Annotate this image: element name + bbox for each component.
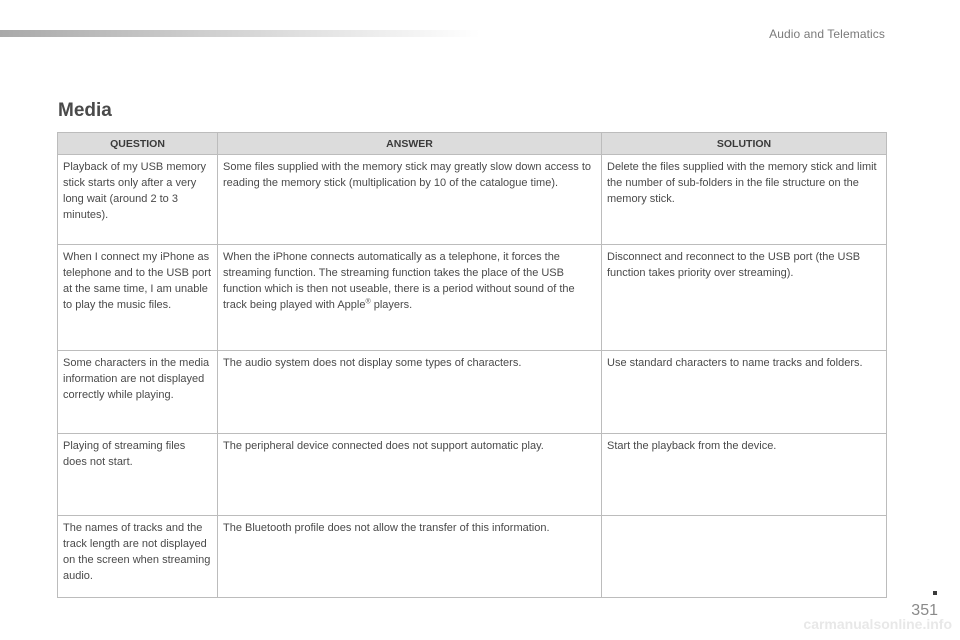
solution-cell: Start the playback from the device. <box>602 434 887 516</box>
table-header-row <box>58 133 887 155</box>
solution-cell <box>602 516 887 598</box>
table-row <box>58 245 887 351</box>
solution-cell: Disconnect and reconnect to the USB port (the USB function takes priority over streaming). <box>602 245 887 351</box>
header-gradient-bar <box>0 30 480 37</box>
question-cell: Some characters in the media information are not displayed correctly while playing. <box>58 351 218 434</box>
solution-cell: Use standard characters to name tracks and folders. <box>602 351 887 434</box>
page-marker-square <box>933 591 937 595</box>
column-header-solution: SOLUTION <box>602 133 887 155</box>
column-header-question: QUESTION <box>58 133 218 155</box>
answer-cell: Some files supplied with the memory stick may greatly slow down access to reading the memory stick (multiplication by 10 of the catalogue time). <box>218 155 602 245</box>
faq-table <box>57 132 887 598</box>
column-header-answer: ANSWER <box>218 133 602 155</box>
answer-cell: The audio system does not display some types of characters. <box>218 351 602 434</box>
section-label: Audio and Telematics <box>769 27 885 41</box>
answer-cell: The Bluetooth profile does not allow the transfer of this information. <box>218 516 602 598</box>
watermark-text: carmanualsonline.info <box>803 616 952 632</box>
answer-text-end: players. <box>370 299 413 311</box>
table-row <box>58 351 887 434</box>
solution-cell: Delete the files supplied with the memory stick and limit the number of sub-folders in the file structure on the memory stick. <box>602 155 887 245</box>
answer-cell: The peripheral device connected does not support automatic play. <box>218 434 602 516</box>
table-row <box>58 434 887 516</box>
table-row <box>58 155 887 245</box>
page-title: Media <box>58 100 112 121</box>
question-cell: When I connect my iPhone as telephone and to the USB port at the same time, I am unable to play the music files. <box>58 245 218 351</box>
table-row <box>58 516 887 598</box>
answer-cell <box>218 245 602 351</box>
question-cell: Playing of streaming files does not start. <box>58 434 218 516</box>
question-cell: The names of tracks and the track length are not displayed on the screen when streaming audio. <box>58 516 218 598</box>
page-number: 351 <box>911 602 938 619</box>
answer-text: When the iPhone connects automatically as a telephone, it forces the streaming function. The streaming function takes the place of the USB function which is then not useable, there is a period without sound of the track being played with Apple <box>223 251 575 311</box>
registered-mark: ® <box>365 298 371 306</box>
question-cell: Playback of my USB memory stick starts only after a very long wait (around 2 to 3 minutes). <box>58 155 218 245</box>
